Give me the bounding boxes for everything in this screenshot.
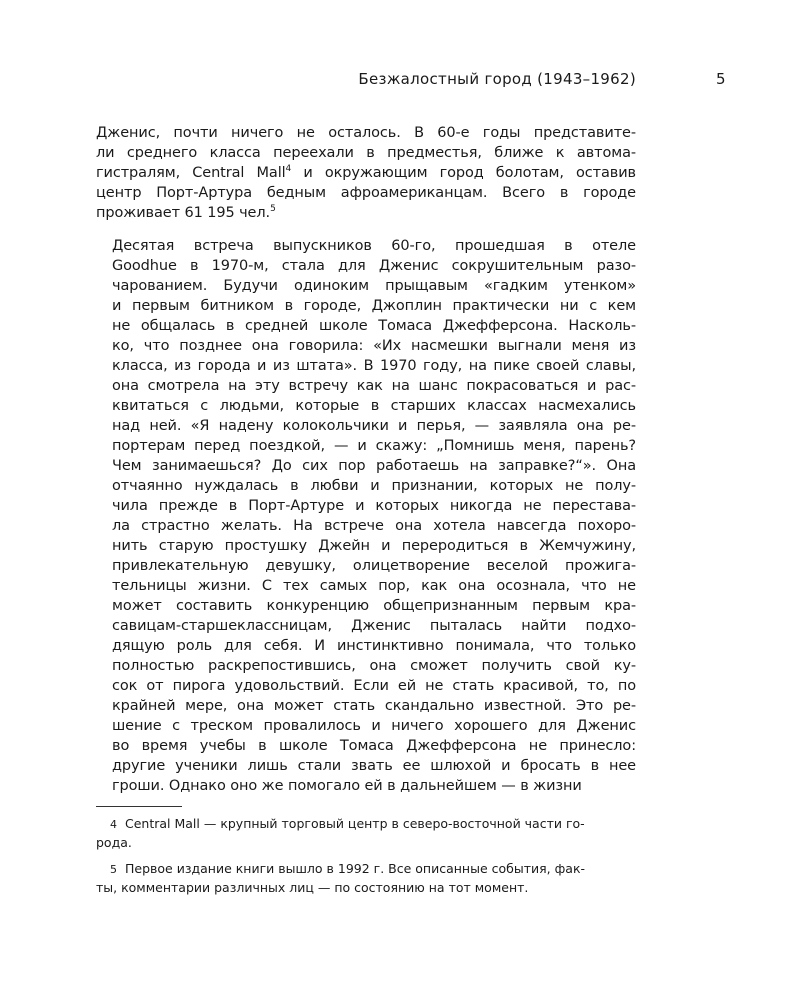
- text-line: центр Порт-Артура бедным афроамериканцам. Всего в городе: [96, 185, 636, 201]
- footnote-text: Central Mall — крупный торговый центр в северо-восточной части го-: [125, 816, 585, 831]
- text-line: отчаянно нуждалась в любви и признании, которых не полу-: [112, 478, 636, 494]
- text-line: класса, из города и из штата». В 1970 году, на пике своей славы,: [112, 358, 636, 374]
- text-line: и первым битником в городе, Джоплин практически ни с кем: [112, 298, 636, 314]
- text-line: другие ученики лишь стали звать ее шлюхой и бросать в нее: [112, 758, 636, 774]
- text-line: портерам перед поездкой, — и скажу: „Помнишь меня, парень?: [112, 438, 636, 454]
- footnote-number: 4: [110, 818, 117, 831]
- page-number: 5: [716, 70, 726, 88]
- footnote-line: [96, 815, 636, 834]
- text-line: [96, 163, 636, 183]
- text-line: полностью раскрепостившись, она сможет получить свой ку-: [112, 658, 636, 674]
- text-line: во время учебы в школе Томаса Джефферсона не принесло:: [112, 738, 636, 754]
- text-line: ла страстно желать. На встрече она хотела навсегда похоро-: [112, 518, 636, 534]
- text-line: сок от пирога удовольствий. Если ей не стать красивой, то, по: [112, 678, 636, 694]
- text-line: нить старую простушку Джейн и переродиться в Жемчужину,: [112, 538, 636, 554]
- text-fragment: гистралям, Central Mall: [96, 165, 286, 181]
- text-line: шение с треском провалилось и ничего хорошего для Дженис: [112, 718, 636, 734]
- paragraph-1: [96, 123, 636, 223]
- text-line: ко, что позднее она говорила: «Их насмешки выгнали меня из: [112, 338, 636, 354]
- footnote-text: Первое издание книги вышло в 1992 г. Все описанные события, фак-: [125, 861, 586, 876]
- text-line: савицам-старшеклассницам, Дженис пыталась найти подхо-: [112, 618, 636, 634]
- text-line: тельницы жизни. С тех самых пор, как она осознала, что не: [112, 578, 636, 594]
- running-header: Безжалостный город (1943–1962): [358, 70, 636, 88]
- footnote-line: рода.: [96, 835, 132, 850]
- text-line: Goodhue в 1970-м, стала для Дженис сокрушительным разо-: [112, 258, 636, 274]
- text-fragment: проживает 61 195 чел.: [96, 205, 271, 221]
- footnote-divider: [96, 806, 182, 807]
- main-text: [96, 123, 636, 796]
- footnotes: [96, 815, 636, 905]
- text-line: гроши. Однако оно же помогало ей в дальнейшем — в жизни: [112, 778, 582, 794]
- footnote-line: [96, 860, 636, 879]
- text-line: квитаться с людьми, которые в старших классах насмехались: [112, 398, 636, 414]
- text-line: не общалась в средней школе Томаса Джефферсона. Насколь-: [112, 318, 636, 334]
- text-line: крайней мере, она может стать скандально известной. Это ре-: [112, 698, 636, 714]
- text-line: [96, 203, 636, 223]
- footnote-ref-5[interactable]: 5: [270, 204, 276, 214]
- text-line: она смотрела на эту встречу как на шанс покрасоваться и рас-: [112, 378, 636, 394]
- footnote-line: ты, комментарии различных лиц — по состоянию на тот момент.: [96, 880, 529, 895]
- text-line: чила прежде в Порт-Артуре и которых никогда не перестава-: [112, 498, 636, 514]
- footnote-5: [96, 860, 636, 897]
- text-line: может составить конкуренцию общепризнанным первым кра-: [112, 598, 636, 614]
- text-line: ли среднего класса переехали в предместья, ближе к автома-: [96, 145, 636, 161]
- text-line: Десятая встреча выпускников 60-го, прошедшая в отеле: [112, 238, 636, 254]
- footnote-number: 5: [110, 863, 117, 876]
- text-line: привлекательную девушку, олицетворение веселой прожига-: [112, 558, 636, 574]
- text-line: дящую роль для себя. И инстинктивно понимала, что только: [112, 638, 636, 654]
- text-line: чарованием. Будучи одиноким прыщавым «гадким утенком»: [112, 278, 636, 294]
- footnote-4: [96, 815, 636, 852]
- text-line: Чем занимаешься? До сих пор работаешь на заправке?“». Она: [112, 458, 636, 474]
- paragraph-2: [96, 236, 636, 796]
- text-line: над ней. «Я надену колокольчики и перья, — заявляла она ре-: [112, 418, 636, 434]
- text-line: Дженис, почти ничего не осталось. В 60-е годы представите-: [96, 125, 636, 141]
- footnote-ref-4[interactable]: 4: [285, 164, 292, 174]
- text-fragment: и окружающим город болотам, оставив: [303, 165, 636, 181]
